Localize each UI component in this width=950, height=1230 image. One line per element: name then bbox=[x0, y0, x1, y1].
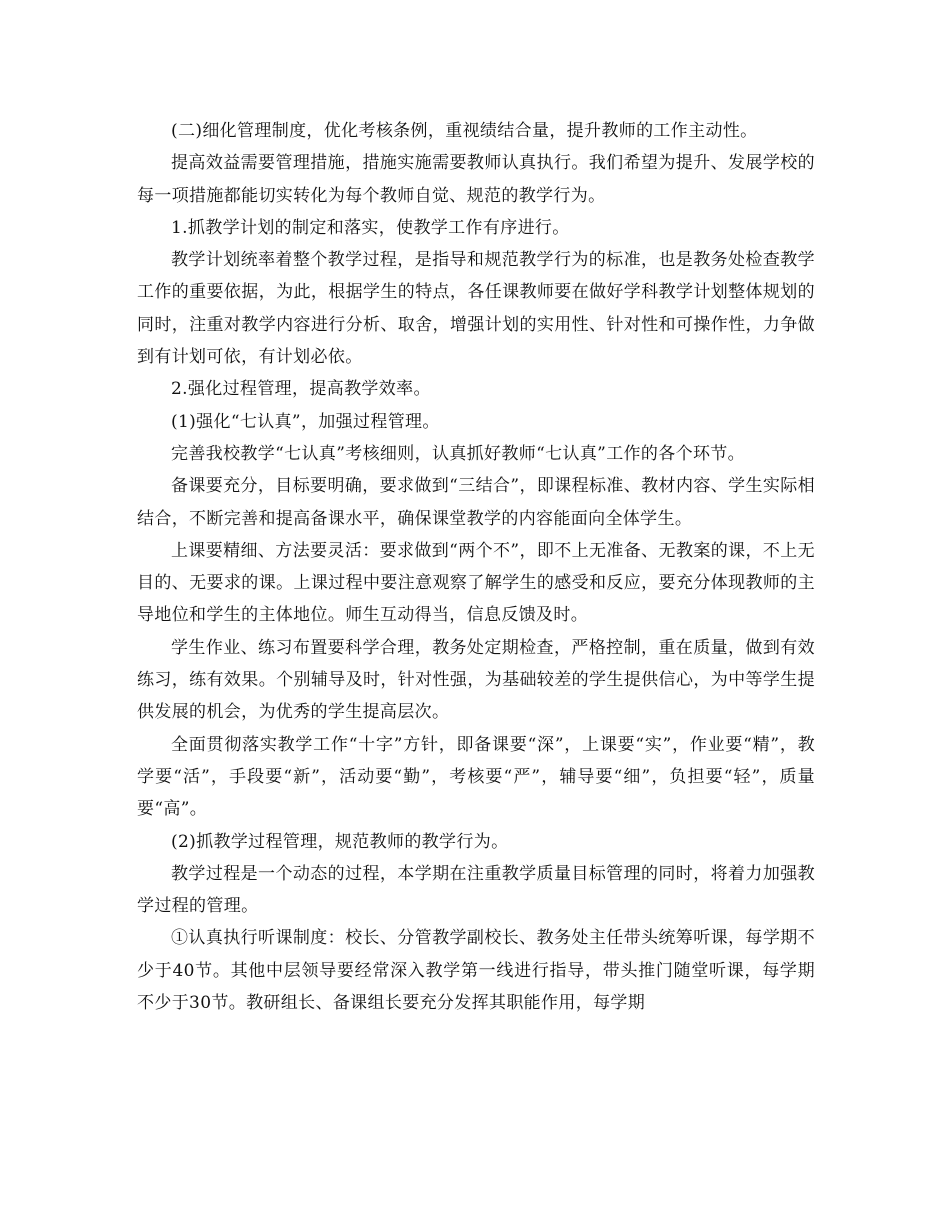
section-heading: (二)细化管理制度，优化考核条例，重视绩结合量，提升教师的工作主动性。 bbox=[171, 121, 758, 141]
numbered-heading: 1.抓教学计划的制定和落实，使教学工作有序进行。 bbox=[171, 217, 570, 238]
paragraph: ①认真执行听课制度：校长、分管教学副校长、教务处主任带头统筹听课，每学期不少于40节。其他中层领导要经常深入教学第一线进行指导，带头推门随堂听课，每学期不少于30节。教研组长、备课组长要充分发挥其职能作用，每学期 bbox=[137, 928, 815, 1014]
paragraph: 完善我校教学“七认真”考核细则，认真抓好教师“七认真”工作的各个环节。 bbox=[171, 443, 746, 464]
sub-heading: (1)强化“七认真”，加强过程管理。 bbox=[171, 411, 440, 432]
paragraph: 学生作业、练习布置要科学合理，教务处定期检查，严格控制，重在质量，做到有效练习，练有效果。个别辅导及时，针对性强，为基础较差的学生提供信心，为中等学生提供发展的机会，为优秀的学生提高层次。 bbox=[137, 637, 815, 723]
numbered-heading: 2.强化过程管理，提高教学效率。 bbox=[171, 379, 431, 400]
paragraph: 上课要精细、方法要灵活：要求做到“两个不”，即不上无准备、无教案的课，不上无目的、无要求的课。上课过程中要注意观察了解学生的感受和反应，要充分体现教师的主导地位和学生的主体地位。师生互动得当，信息反馈及时。 bbox=[137, 540, 815, 626]
paragraph: 提高效益需要管理措施，措施实施需要教师认真执行。我们希望为提升、发展学校的每一项措施都能切实转化为每个教师自觉、规范的教学行为。 bbox=[137, 153, 815, 206]
paragraph: 教学过程是一个动态的过程，本学期在注重教学质量目标管理的同时，将着力加强教学过程的管理。 bbox=[137, 863, 815, 917]
sub-heading: (2)抓教学过程管理，规范教师的教学行为。 bbox=[171, 831, 509, 852]
document-body bbox=[137, 115, 815, 1019]
paragraph: 全面贯彻落实教学工作“十字”方针，即备课要“深”，上课要“实”，作业要“精”，教学要“活”，手段要“新”，活动要“勤”，考核要“严”，辅导要“细”，负担要“轻”，质量要“高”。 bbox=[137, 734, 815, 820]
paragraph: 备课要充分，目标要明确，要求做到“三结合”，即课程标准、教材内容、学生实际相结合，不断完善和提高备课水平，确保课堂教学的内容能面向全体学生。 bbox=[137, 476, 815, 529]
paragraph: 教学计划统率着整个教学过程，是指导和规范教学行为的标准，也是教务处检查教学工作的重要依据，为此，根据学生的特点，各任课教师要在做好学科教学计划整体规划的同时，注重对教学内容进行分析、取舍，增强计划的实用性、针对性和可操作性，力争做到有计划可依，有计划必依。 bbox=[137, 250, 815, 368]
